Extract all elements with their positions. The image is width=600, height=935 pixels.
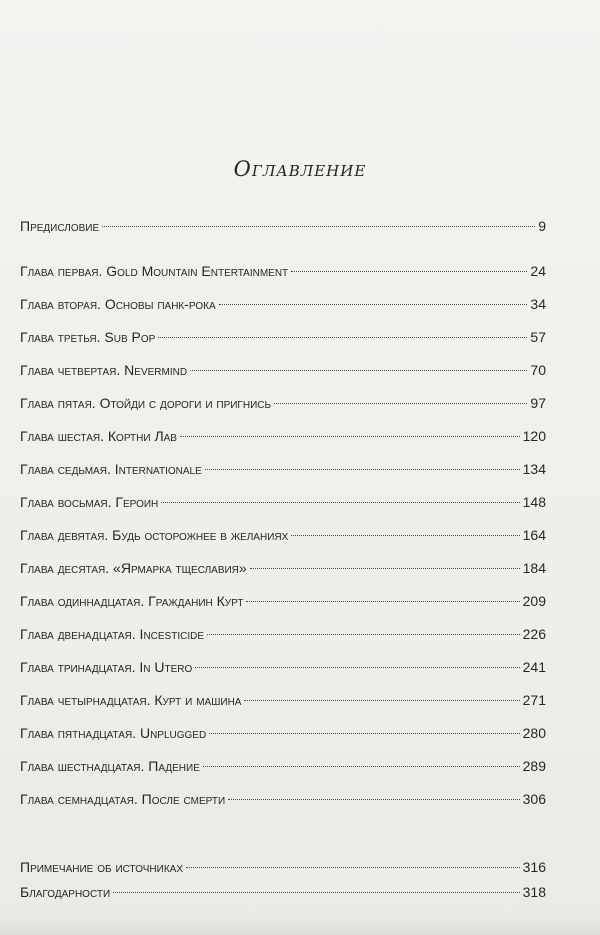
toc-entry-page: 97 xyxy=(530,395,546,411)
dot-leader xyxy=(180,436,520,437)
toc-entry-chapter-2[interactable] xyxy=(20,294,546,314)
toc-entry-page: 280 xyxy=(522,725,546,741)
toc-entry-chapter-17[interactable] xyxy=(20,789,546,809)
toc-entry-page: 134 xyxy=(522,461,546,477)
dot-leader xyxy=(228,799,520,800)
toc-entry-label: Глава десятая. «Ярмарка тщеславия» xyxy=(20,560,247,576)
toc-entry-page: 70 xyxy=(530,362,546,378)
toc-entry-page: 289 xyxy=(522,758,546,774)
dot-leader xyxy=(274,403,527,404)
toc-entry-chapter-6[interactable] xyxy=(20,426,546,446)
toc-entry-page: 241 xyxy=(522,659,546,675)
dot-leader xyxy=(102,226,535,227)
toc-entry-chapter-15[interactable] xyxy=(20,723,546,743)
dot-leader xyxy=(244,700,519,701)
dot-leader xyxy=(291,271,527,272)
toc-entry-page: 57 xyxy=(530,329,546,345)
toc-entry-chapter-12[interactable] xyxy=(20,624,546,644)
toc-entry-page: 34 xyxy=(530,296,546,312)
toc-entry-label: Глава четырнадцатая. Курт и машина xyxy=(20,692,242,708)
toc-entry-label: Глава седьмая. Internationale xyxy=(20,461,202,477)
dot-leader xyxy=(161,502,519,503)
toc-entry-chapter-13[interactable] xyxy=(20,657,546,677)
toc-entry-chapter-9[interactable] xyxy=(20,525,546,545)
toc-entry-chapter-7[interactable] xyxy=(20,459,546,479)
toc-entry-chapter-4[interactable] xyxy=(20,360,546,380)
dot-leader xyxy=(219,304,528,305)
dot-leader xyxy=(113,892,520,893)
toc-entry-chapter-11[interactable] xyxy=(20,591,546,611)
toc-entry-chapter-8[interactable] xyxy=(20,492,546,512)
toc-entry-label: Глава восьмая. Героин xyxy=(20,494,159,510)
dot-leader xyxy=(207,634,520,635)
toc-entry-page: 120 xyxy=(522,428,546,444)
toc-entry-label: Глава двенадцатая. Incesticide xyxy=(20,626,205,642)
dot-leader xyxy=(246,601,519,602)
dot-leader xyxy=(250,568,520,569)
toc-entry-page: 9 xyxy=(538,218,546,234)
toc-entry-label: Глава вторая. Основы панк-рока xyxy=(20,296,216,312)
toc-entry-label: Глава одиннадцатая. Гражданин Курт xyxy=(20,593,244,609)
toc-entry-page: 148 xyxy=(522,494,546,510)
toc-entry-page: 318 xyxy=(522,884,546,900)
toc-entry-label: Глава шестая. Кортни Лав xyxy=(20,428,177,444)
toc-entry-chapter-16[interactable] xyxy=(20,756,546,776)
toc-entry-label: Глава первая. Gold Mountain Entertainment xyxy=(20,263,289,279)
toc-entry-label: Предисловие xyxy=(20,218,100,234)
toc-entry-page: 164 xyxy=(522,527,546,543)
toc-entry-label: Глава четвертая. Nevermind xyxy=(20,362,188,378)
toc-entry-label: Глава семнадцатая. После смерти xyxy=(20,791,226,807)
toc-entry-label: Глава третья. Sub Pop xyxy=(20,329,156,345)
dot-leader xyxy=(291,535,519,536)
toc-entry-chapter-10[interactable] xyxy=(20,558,546,578)
dot-leader xyxy=(203,766,520,767)
toc-entry-page: 184 xyxy=(522,560,546,576)
toc-entry-label: Благодарности xyxy=(20,884,111,900)
toc-entry-page: 306 xyxy=(522,791,546,807)
toc-entry-label: Глава шестнадцатая. Падение xyxy=(20,758,200,774)
toc-entry-page: 316 xyxy=(522,859,546,875)
toc-title: Оглавление xyxy=(233,157,367,181)
page-bottom-shadow xyxy=(0,917,600,935)
dot-leader xyxy=(158,337,527,338)
toc-entry-label: Глава девятая. Будь осторожнее в желаниях xyxy=(20,527,289,543)
toc-entry-chapter-1[interactable] xyxy=(20,261,546,281)
toc-entry-sources-note[interactable] xyxy=(20,857,546,877)
dot-leader xyxy=(209,733,519,734)
toc-entry-preface[interactable] xyxy=(20,216,546,236)
toc-entry-chapter-5[interactable] xyxy=(20,393,546,413)
toc-entry-label: Глава пятая. Отойди с дороги и пригнись xyxy=(20,395,272,411)
toc-entry-label: Глава пятнадцатая. Unplugged xyxy=(20,725,207,741)
toc-entry-page: 271 xyxy=(522,692,546,708)
toc-entry-page: 209 xyxy=(522,593,546,609)
toc-entry-label: Примечание об источниках xyxy=(20,859,183,875)
toc-entry-acknowledgements[interactable] xyxy=(20,882,546,902)
dot-leader xyxy=(205,469,520,470)
toc-entry-chapter-3[interactable] xyxy=(20,327,546,347)
toc-entry-page: 226 xyxy=(522,626,546,642)
dot-leader xyxy=(190,370,527,371)
toc-entry-label: Глава тринадцатая. In Utero xyxy=(20,659,193,675)
toc-entry-chapter-14[interactable] xyxy=(20,690,546,710)
dot-leader xyxy=(195,667,519,668)
toc-entry-page: 24 xyxy=(530,263,546,279)
dot-leader xyxy=(186,867,520,868)
